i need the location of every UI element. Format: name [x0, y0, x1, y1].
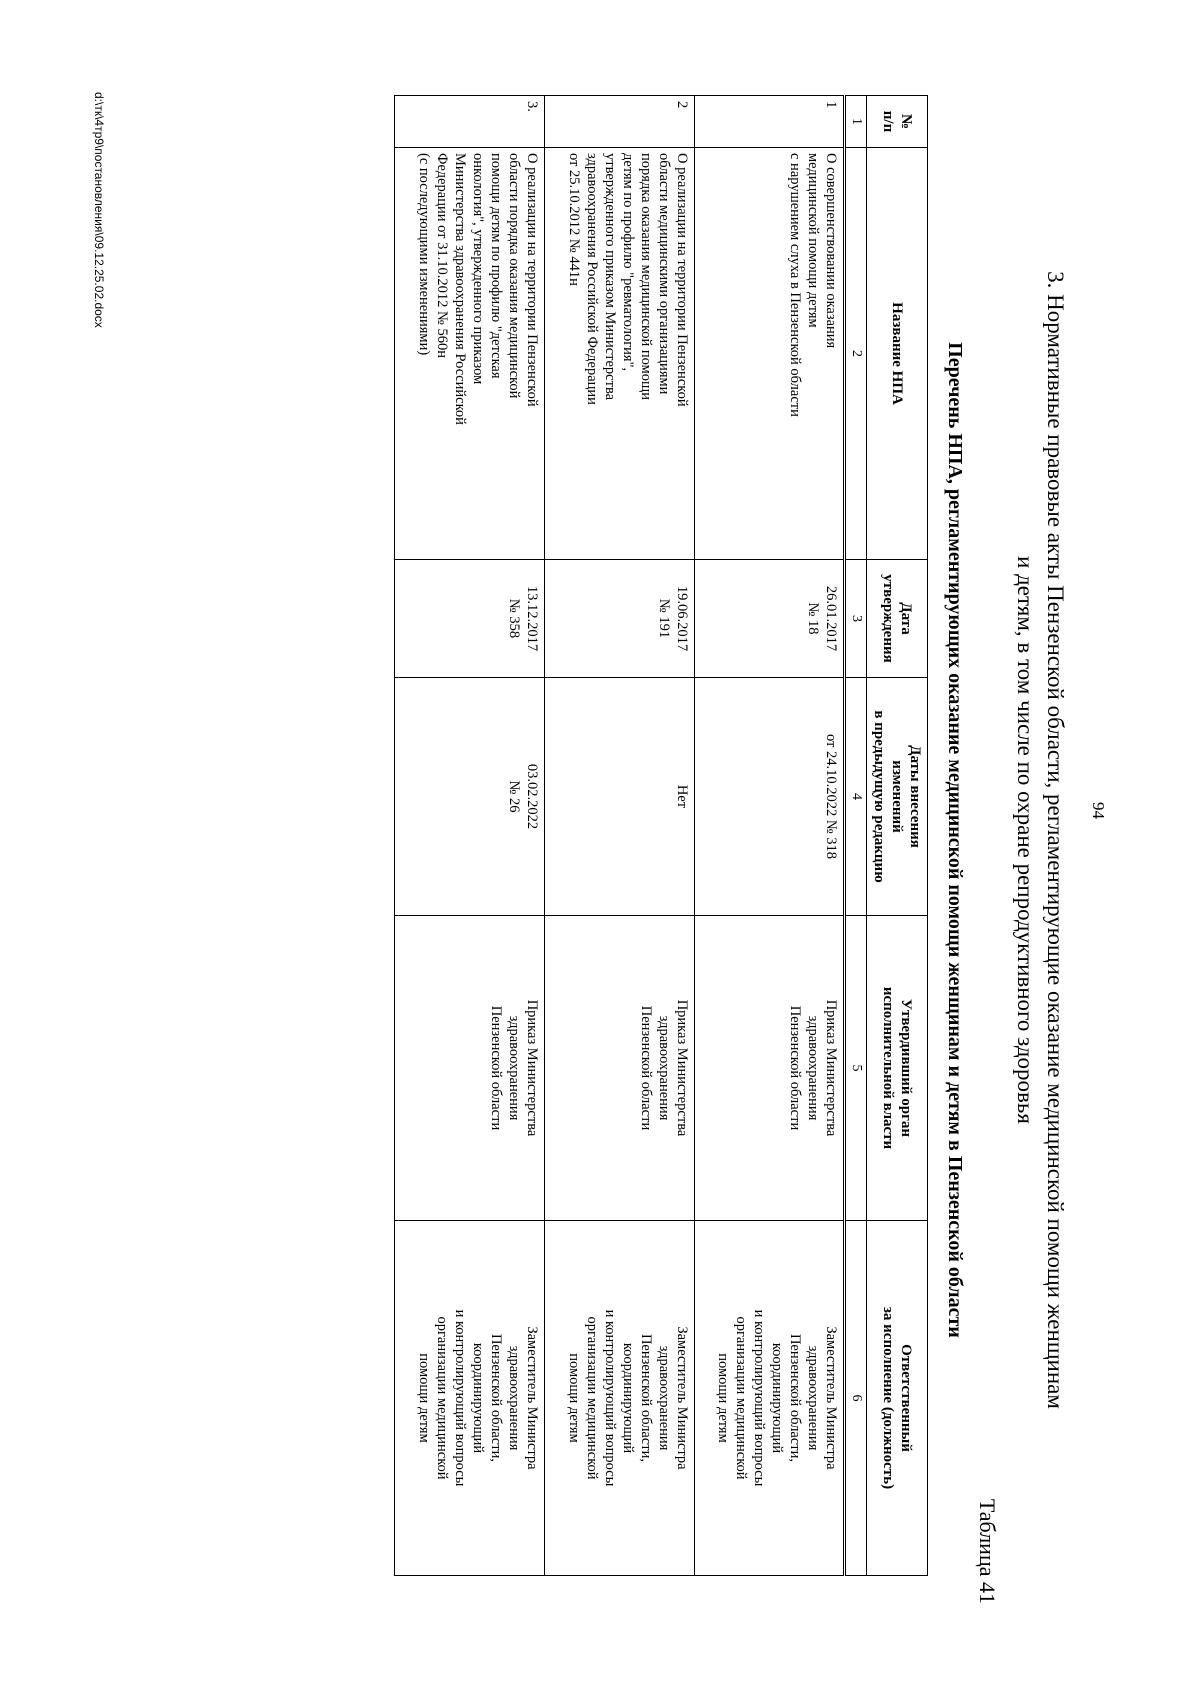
column-number: 5 [845, 916, 867, 1221]
header-authority: Утвердивший орган исполнительной власти [867, 916, 928, 1221]
column-number: 6 [845, 1221, 867, 1576]
row-number: 2 [545, 96, 695, 148]
responsible-position: Заместитель Министра здравоохранения Пензенской области, координирующий и контролирующий вопросы организации медицинской помощи детям [395, 1221, 545, 1576]
header-npa-name: Название НПА [867, 148, 928, 560]
table-row [545, 96, 695, 1576]
approval-date: 19.06.2017 № 191 [545, 560, 695, 678]
approval-date: 26.01.2017 № 18 [695, 560, 845, 678]
responsible-position: Заместитель Министра здравоохранения Пензенской области, координирующий и контролирующий вопросы организации медицинской помощи детям [695, 1221, 845, 1576]
rotated-page [70, 70, 1110, 1610]
npa-name: О реализации на территории Пензенской области порядка оказания медицинской помощи детям по профилю "детская онкология", утвержденного приказом Министерства здравоохранения Российской Федерации от 31.10.2012 № 560н (с последующими изменениями) [395, 148, 545, 560]
header-responsible: Ответственный за исполнение (должность) [867, 1221, 928, 1576]
authority: Приказ Министерства здравоохранения Пензенской области [695, 916, 845, 1221]
responsible-position: Заместитель Министра здравоохранения Пензенской области, координирующий и контролирующий вопросы организации медицинской помощи детям [545, 1221, 695, 1576]
row-number: 1 [695, 96, 845, 148]
table-row [695, 96, 845, 1576]
column-number-row [845, 96, 867, 1576]
footer-file-path: d:\тк\4тр9\постановления\09.12.25.02.docx [92, 92, 106, 328]
header-approval-date: Дата утверждения [867, 560, 928, 678]
table-header-row [867, 96, 928, 1576]
authority: Приказ Министерства здравоохранения Пензенской области [545, 916, 695, 1221]
table-label: Таблица 41 [975, 1498, 1000, 1604]
row-number: 3. [395, 96, 545, 148]
section-heading-line-2: и детям, в том числе по охране репродуктивного здоровья [1013, 556, 1038, 1124]
change-dates: от 24.10.2022 № 318 [695, 678, 845, 916]
approval-date: 13.12.2017 № 358 [395, 560, 545, 678]
table-title: Перечень НПА, регламентирующих оказание медицинской помощи женщинам и детям в Пензенской области [944, 342, 966, 1338]
section-heading-line-1: 3. Нормативные правовые акты Пензенской области, регламентирующие оказание медицинской помощи женщинам [1043, 271, 1068, 1409]
authority: Приказ Министерства здравоохранения Пензенской области [395, 916, 545, 1221]
npa-name: О совершенствовании оказания медицинской помощи детям с нарушением слуха в Пензенской области [695, 148, 845, 560]
npa-name: О реализации на территории Пензенской области медицинскими организациями порядка оказания медицинской помощи детям по профилю "ревматология", утвержденного приказом Министерства здравоохранения Российской Федерации от 25.10.2012 № 441н [545, 148, 695, 560]
column-number: 1 [845, 96, 867, 148]
change-dates: 03.02.2022 № 26 [395, 678, 545, 916]
table-row [395, 96, 545, 1576]
column-number: 4 [845, 678, 867, 916]
page-number: 94 [1089, 802, 1108, 819]
npa-table [394, 95, 928, 1576]
column-number: 2 [845, 148, 867, 560]
column-number: 3 [845, 560, 867, 678]
section-heading [1010, 90, 1070, 1590]
change-dates: Нет [545, 678, 695, 916]
header-change-dates: Даты внесения изменений в предыдущую редакцию [867, 678, 928, 916]
header-number: № п/п [867, 96, 928, 148]
